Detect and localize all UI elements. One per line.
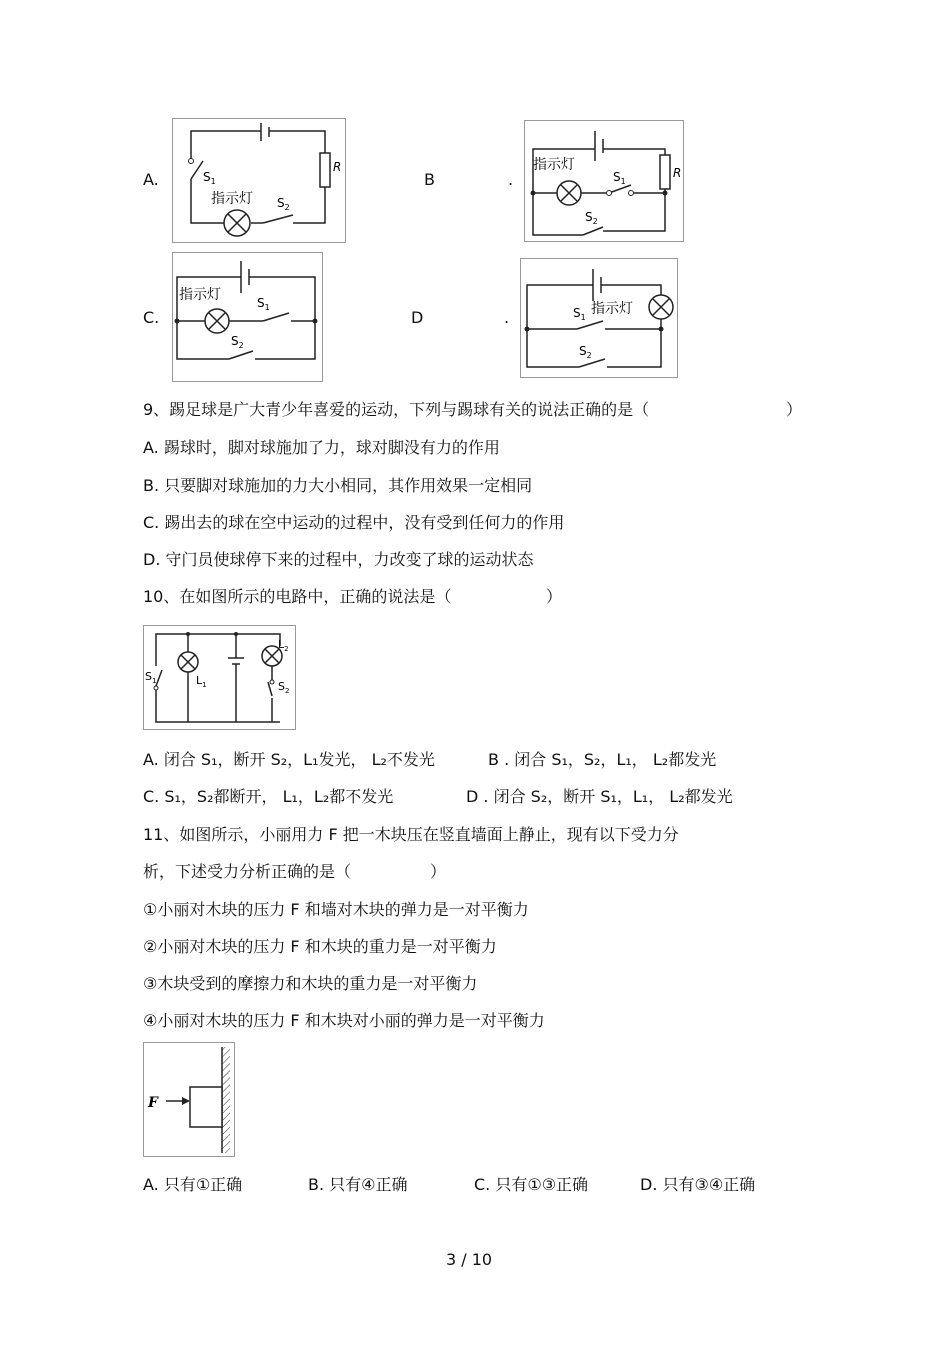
svg-text:指示灯: 指示灯 bbox=[591, 301, 633, 317]
q11-statement-4: ④小丽对木块的压力 F 和木块对小丽的弹力是一对平衡力 bbox=[143, 1011, 545, 1030]
page-number: 3 / 10 bbox=[446, 1250, 493, 1269]
q10-option-c: C. S₁，S₂都断开， L₁，L₂都不发光 bbox=[143, 787, 394, 806]
q10-option-b: B . 闭合 S₁，S₂，L₁， L₂都发光 bbox=[488, 750, 717, 769]
option-b-label: B bbox=[424, 170, 435, 189]
circuit-diagram-a bbox=[172, 118, 346, 243]
q11-option-c: C. 只有①③正确 bbox=[474, 1175, 589, 1194]
q9-option-b: B. 只要脚对球施加的力大小相同，其作用效果一定相同 bbox=[143, 476, 533, 495]
svg-text:L2: $L_2$ bbox=[278, 638, 289, 653]
circuit-diagram-q10 bbox=[143, 625, 296, 730]
svg-text:指示灯: 指示灯 bbox=[211, 191, 253, 207]
wooden-block-icon bbox=[190, 1087, 222, 1127]
svg-text:S2: $S_2$ bbox=[579, 344, 592, 360]
circuit-diagram-c bbox=[172, 252, 323, 382]
q11-option-d: D. 只有③④正确 bbox=[640, 1175, 756, 1194]
svg-text:S1: $S_1$ bbox=[203, 170, 216, 186]
svg-text:S1: $S_1$ bbox=[257, 296, 270, 312]
svg-text:S2: $S_2$ bbox=[585, 210, 598, 226]
q10-stem: 10、在如图所示的电路中，正确的说法是（ bbox=[143, 587, 452, 606]
option-a-label: A. bbox=[143, 170, 159, 189]
q11-stem-line1: 11、如图所示，小丽用力 F 把一木块压在竖直墙面上静止，现有以下受力分 bbox=[143, 825, 679, 844]
force-diagram-q11 bbox=[143, 1042, 235, 1157]
q11-statement-3: ③木块受到的摩擦力和木块的重力是一对平衡力 bbox=[143, 974, 478, 993]
q9-option-a: A. 踢球时，脚对球施加了力，球对脚没有力的作用 bbox=[143, 438, 500, 457]
option-b-dot: . bbox=[508, 170, 514, 189]
q10-option-d: D . 闭合 S₂，断开 S₁，L₁， L₂都发光 bbox=[466, 787, 733, 806]
svg-text:F: F bbox=[148, 1095, 158, 1111]
resistor-icon bbox=[660, 155, 670, 189]
svg-text:R: R bbox=[333, 160, 342, 174]
q11-option-b: B. 只有④正确 bbox=[308, 1175, 408, 1194]
svg-text:S2: $S_2$ bbox=[277, 196, 290, 212]
svg-text:指示灯: 指示灯 bbox=[533, 157, 575, 173]
q11-stem-close: ） bbox=[430, 862, 447, 881]
q9-option-c: C. 踢出去的球在空中运动的过程中，没有受到任何力的作用 bbox=[143, 513, 565, 532]
q11-statement-1: ①小丽对木块的压力 F 和墙对木块的弹力是一对平衡力 bbox=[143, 900, 529, 919]
svg-text:L1: $L_1$ bbox=[196, 674, 207, 689]
svg-text:S1: $S_1$ bbox=[145, 670, 157, 685]
circuit-diagram-d bbox=[520, 258, 678, 378]
svg-text:S2: $S_2$ bbox=[231, 334, 244, 350]
q11-statement-2: ②小丽对木块的压力 F 和木块的重力是一对平衡力 bbox=[143, 937, 497, 956]
svg-text:S2: $S_2$ bbox=[278, 680, 290, 695]
arrow-icon bbox=[182, 1097, 190, 1105]
q9-stem-close: ） bbox=[786, 400, 803, 419]
wall-icon bbox=[222, 1047, 230, 1153]
q11-stem-line2: 析，下述受力分析正确的是（ bbox=[143, 862, 352, 881]
q9-option-d: D. 守门员使球停下来的过程中，力改变了球的运动状态 bbox=[143, 550, 534, 569]
svg-text:R: R bbox=[673, 166, 682, 180]
option-d-dot: . bbox=[504, 308, 510, 327]
svg-text:S1: $S_1$ bbox=[613, 170, 626, 186]
q10-stem-close: ） bbox=[546, 587, 563, 606]
q10-option-a: A. 闭合 S₁，断开 S₂，L₁发光， L₂不发光 bbox=[143, 750, 435, 769]
resistor-icon bbox=[320, 153, 330, 187]
option-c-label: C. bbox=[143, 308, 160, 327]
circuit-diagram-b bbox=[524, 120, 684, 242]
svg-text:S1: $S_1$ bbox=[573, 306, 586, 322]
q11-option-a: A. 只有①正确 bbox=[143, 1175, 243, 1194]
svg-text:指示灯: 指示灯 bbox=[179, 287, 221, 303]
q9-stem: 9、踢足球是广大青少年喜爱的运动，下列与踢球有关的说法正确的是（ bbox=[143, 400, 650, 419]
option-d-label: D bbox=[411, 308, 424, 327]
